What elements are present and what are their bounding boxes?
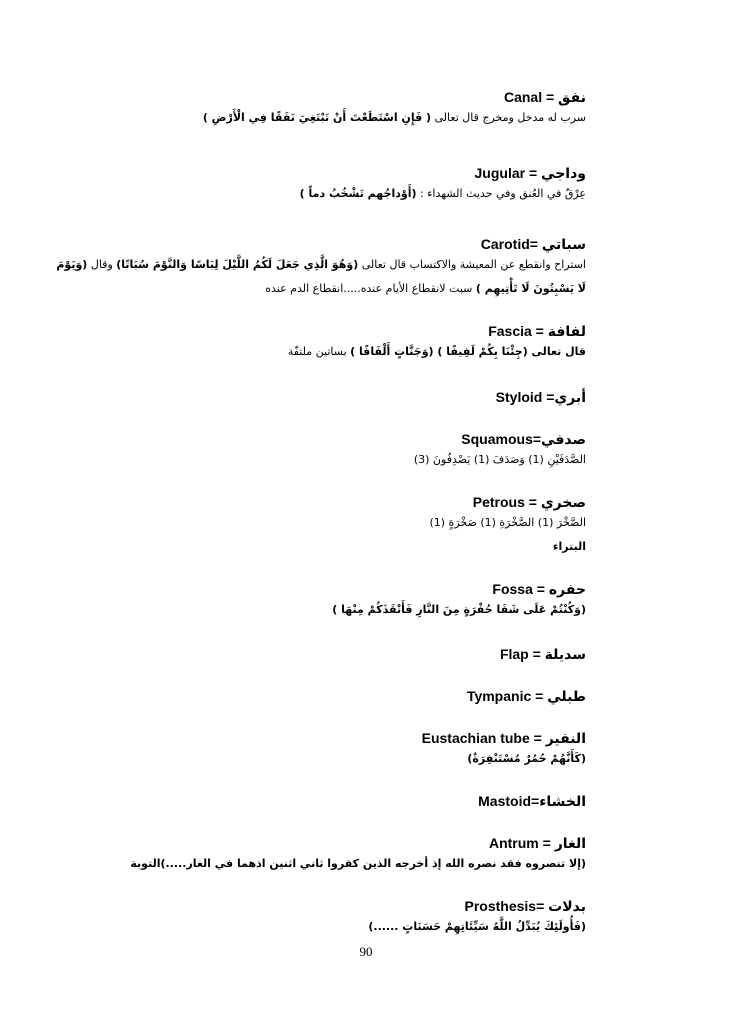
entry-term: طبلي = Tympanic — [466, 688, 586, 704]
entry-term: سباتي =Carotid — [480, 236, 586, 252]
entry-term: نفق = Canal — [503, 89, 586, 105]
entry — [60, 580, 586, 622]
entry-line: (وَكُنْتُمْ عَلَى شَفَا حُفْرَةٍ مِنَ النَّارِ فَأَنْقَذَكُمْ مِنْهَا ) — [332, 603, 586, 616]
entry-term: بدلات =Prosthesis — [464, 898, 586, 914]
entry-term: صخري = Petrous — [472, 494, 586, 510]
entry — [60, 388, 586, 406]
entry-term: حفره = Fossa — [492, 581, 586, 597]
entry-line: (فَأُولَئِكَ يُبَدِّلُ اللَّهُ سَيِّئَاتِهِمْ حَسَنَاتٍ ......) — [368, 920, 586, 933]
entry-term: وداجي = Jugular — [474, 165, 586, 181]
entry-term: سديلة = Flap — [499, 646, 586, 662]
entry-line: استراح وانقطع عن المعيشة والاكتساب قال تعالى (وَهُوَ الَّذِي جَعَلَ لَكُمُ اللَّيْلَ لِبَاسًا وَالنَّوْمَ سُبَاتًا) وقال (وَيَوْمَ — [56, 258, 586, 271]
entry-term: لفافة = Fascia — [488, 323, 586, 339]
entry — [60, 493, 586, 559]
page-number: 90 — [359, 944, 373, 959]
entry-line: الصَّدَفَيْنِ (1) وَصَدَفَ (1) يَصْدِفُونَ (3) — [413, 453, 586, 466]
entry — [60, 729, 586, 771]
entry — [60, 897, 586, 939]
entry — [60, 88, 586, 130]
entry — [60, 645, 586, 663]
entry-line: (كَأَنَّهُمْ حُمُرٌ مُسْتَنْفِرَةٌ) — [467, 752, 586, 765]
entry-line: قال تعالى (جِئْنَا بِكُمْ لَفِيفًا ) (وَجَنَّاتٍ أَلْفَافًا ) بساتين ملتفّة — [287, 345, 586, 358]
entry-term: النفير = Eustachian tube — [421, 730, 586, 746]
entry-term: الغار = Antrum — [488, 835, 586, 851]
entry-line: لَا يَسْبِتُونَ لَا تَأْتِيهِم ) سبت لانقطاع الأيام عنده.....انقطاع الدم عنده — [265, 282, 586, 295]
entry-term: صدفي=Squamous — [461, 431, 586, 447]
entry — [60, 687, 586, 705]
entry-term: أبري= Styloid — [495, 389, 586, 405]
entry — [60, 430, 586, 472]
entry-line: عِرْقٌ في العُنق وفي حديث الشهداء : (أَوْداجُهم تَشْخُبُ دماً ) — [299, 187, 586, 200]
entry — [60, 834, 586, 876]
entry-line: سرب له مدخل ومخرج قال تعالى ( فَإِنِ اسْتَطَعْتَ أَنْ تَبْتَغِيَ نَفَقًا فِي الْأَرْضِ ) — [202, 111, 586, 124]
entry — [60, 792, 586, 810]
entry — [60, 322, 586, 364]
entry — [56, 235, 586, 301]
entry-line: البتراء — [552, 540, 586, 553]
entry-line: (إلا تنصروه فقد نصره الله إذ أخرجه الذين كفروا ثاني اثنين اذهما في الغار.....)التوبة — [130, 857, 586, 870]
entry — [60, 164, 586, 206]
entry-term: الخشاء=Mastoid — [478, 793, 586, 809]
entry-line: الصَّخْرَ (1) الصَّخْرَةِ (1) صَخْرَةٍ (1) — [429, 516, 586, 529]
